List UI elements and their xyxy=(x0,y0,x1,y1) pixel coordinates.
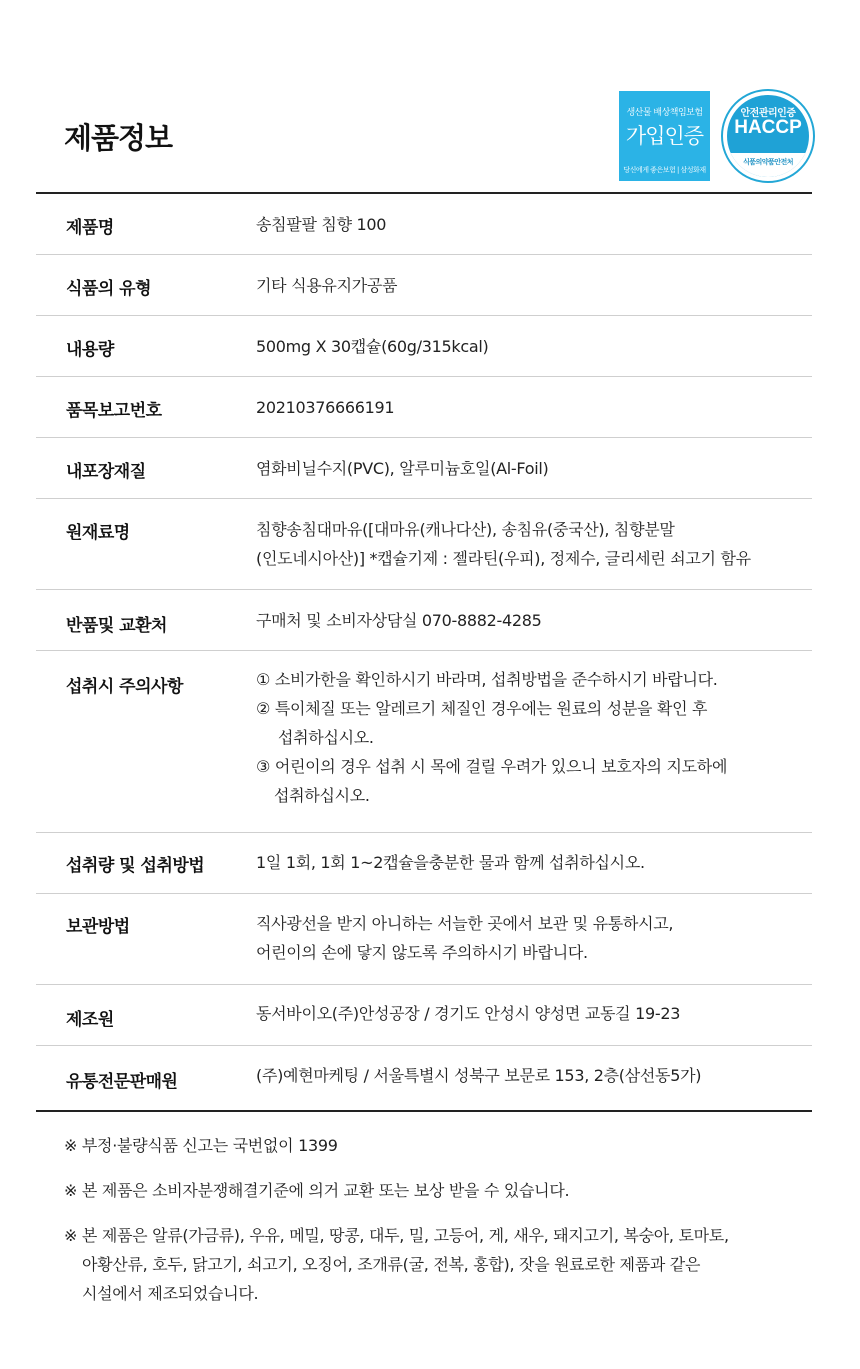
value-line: 염화비닐수지(PVC), 알루미늄호일(Al-Foil) xyxy=(256,459,549,478)
table-row xyxy=(36,985,812,1046)
value-line: 어린이의 손에 닿지 않도록 주의하시기 바랍니다. xyxy=(256,943,588,962)
row-value xyxy=(256,1061,802,1090)
value-line: 500mg X 30캡슐(60g/315kcal) xyxy=(256,337,489,356)
haccp-badge-line3: 식품의약품안전처 xyxy=(742,158,794,166)
haccp-badge-inner xyxy=(727,95,809,177)
notice-item: ※ 부정·불량식품 신고는 국번없이 1399 xyxy=(64,1136,338,1155)
notice-item xyxy=(64,1221,729,1308)
notice-line: 시설에서 제조되었습니다. xyxy=(82,1284,259,1303)
row-label: 유통전문판매원 xyxy=(66,1072,178,1092)
row-value xyxy=(256,515,802,573)
insurance-badge-line2: 가입인증 xyxy=(625,124,704,148)
row-label: 원재료명 xyxy=(66,523,130,543)
value-line: ③ 어린이의 경우 섭취 시 목에 걸릴 우려가 있으니 보호자의 지도하에 xyxy=(256,757,728,776)
table-row xyxy=(36,833,812,894)
table-row xyxy=(36,894,812,985)
haccp-badge-line1: 안전관리인증 xyxy=(740,108,796,119)
row-label: 식품의 유형 xyxy=(66,279,152,299)
notice-item: ※ 본 제품은 소비자분쟁해결기준에 의거 교환 또는 보상 받을 수 있습니다. xyxy=(64,1181,570,1200)
insurance-certification-badge xyxy=(619,91,710,181)
table-row xyxy=(36,499,812,590)
table-row xyxy=(36,590,812,651)
value-line: 침향송침대마유([대마유(캐나다산), 송침유(중국산), 침향분말 xyxy=(256,520,675,539)
row-label: 내용량 xyxy=(66,340,114,360)
value-line: 송침팔팔 침향 100 xyxy=(256,215,387,234)
row-label: 제품명 xyxy=(66,218,114,238)
table-row xyxy=(36,1046,812,1110)
insurance-badge-line3: 당신에게 좋은보험 | 삼성화재 xyxy=(623,166,706,174)
product-info-table xyxy=(36,192,812,1112)
insurance-badge-line1: 생산물 배상책임보험 xyxy=(626,108,703,118)
table-row xyxy=(36,377,812,438)
notice-line: ※ 본 제품은 알류(가금류), 우유, 메밀, 땅콩, 대두, 밀, 고등어, 게, 새우, 돼지고기, 복숭아, 토마토, xyxy=(64,1226,729,1245)
row-label: 보관방법 xyxy=(66,917,130,937)
value-line: (인도네시아산)] *캡슐기제 : 젤라틴(우피), 정제수, 글리세린 쇠고기 함유 xyxy=(256,549,751,568)
notice-line: 아황산류, 호두, 닭고기, 쇠고기, 오징어, 조개류(굴, 전복, 홍합), 잣을 원료로한 제품과 같은 xyxy=(82,1255,701,1274)
row-value xyxy=(256,393,802,422)
row-label: 섭취시 주의사항 xyxy=(66,677,183,697)
row-value xyxy=(256,332,802,361)
row-value xyxy=(256,271,802,300)
table-row xyxy=(36,438,812,499)
value-line: ② 특이체질 또는 알레르기 체질인 경우에는 원료의 성분을 확인 후 xyxy=(256,699,708,718)
value-line: (주)예현마케팅 / 서울특별시 성북구 보문로 153, 2층(삼선동5가) xyxy=(256,1066,702,1085)
row-value xyxy=(256,999,802,1028)
value-line: 1일 1회, 1회 1~2캡슐을충분한 물과 함께 섭취하십시오. xyxy=(256,853,645,872)
row-label: 내포장재질 xyxy=(66,462,146,482)
row-value xyxy=(256,848,802,877)
row-label: 품목보고번호 xyxy=(66,401,162,421)
value-line: 기타 식용유지가공품 xyxy=(256,276,398,295)
row-value xyxy=(256,210,802,239)
value-line: 섭취하십시오. xyxy=(278,728,374,747)
value-line: 동서바이오(주)안성공장 / 경기도 안성시 양성면 교동길 19-23 xyxy=(256,1004,681,1023)
row-label: 섭취량 및 섭취방법 xyxy=(66,856,205,876)
table-row xyxy=(36,255,812,316)
row-label: 반품및 교환처 xyxy=(66,616,167,636)
haccp-badge xyxy=(721,89,815,183)
row-value xyxy=(256,454,802,483)
page-title: 제품정보 xyxy=(64,121,173,155)
haccp-badge-line2: HACCP xyxy=(734,117,802,138)
table-row xyxy=(36,651,812,833)
value-line: 20210376666191 xyxy=(256,398,395,417)
value-line: 직사광선을 받지 아니하는 서늘한 곳에서 보관 및 유통하시고, xyxy=(256,914,674,933)
value-line: 섭취하십시오. xyxy=(274,786,370,805)
row-value xyxy=(256,606,802,635)
table-row xyxy=(36,194,812,255)
value-line: 구매처 및 소비자상담실 070-8882-4285 xyxy=(256,611,542,630)
row-value xyxy=(256,909,802,967)
row-label: 제조원 xyxy=(66,1010,114,1030)
row-value xyxy=(256,665,802,810)
value-line: ① 소비가한을 확인하시기 바라며, 섭취방법을 준수하시기 바랍니다. xyxy=(256,670,718,689)
table-row xyxy=(36,316,812,377)
